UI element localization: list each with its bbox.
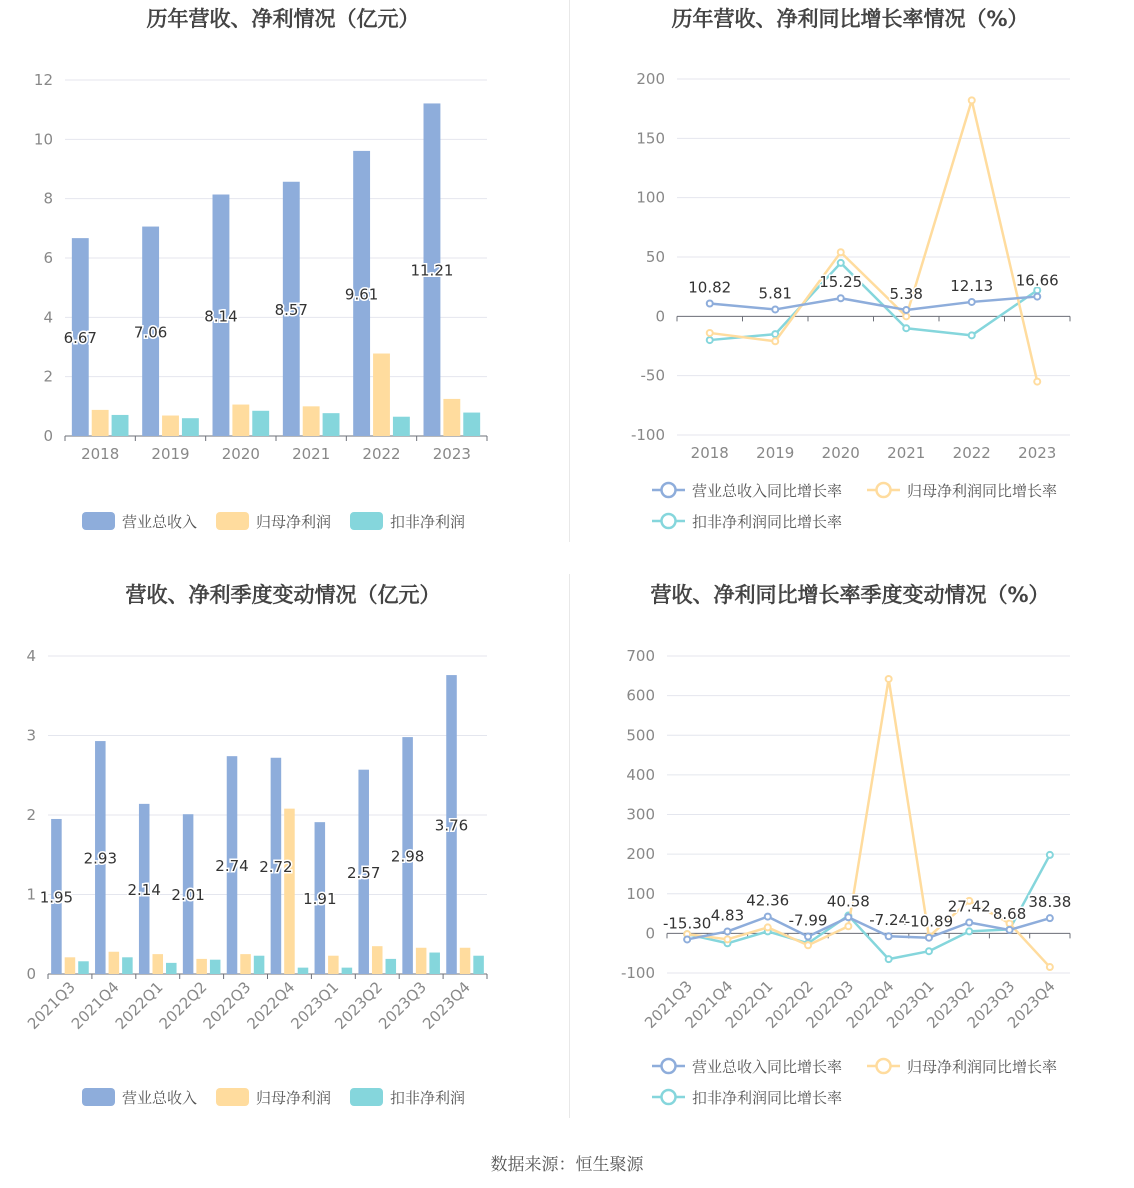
data-point [969, 332, 975, 338]
chart-svg [567, 0, 1134, 574]
bar-net-profit [152, 954, 163, 974]
data-point [845, 914, 851, 920]
legend-label: 归母净利润同比增长率 [907, 1058, 1058, 1076]
x-tick-label: 2023Q4 [419, 978, 474, 1033]
data-point [765, 914, 771, 920]
y-tick-label: 1 [26, 885, 36, 904]
y-tick-label: 400 [626, 765, 655, 784]
data-point [1047, 915, 1053, 921]
data-label: 2.57 [347, 863, 381, 882]
bar-net-profit [303, 406, 320, 436]
x-tick-label: 2023Q1 [882, 977, 938, 1032]
bar-deducted-profit [78, 961, 89, 974]
x-tick-label: 2022Q2 [762, 977, 817, 1032]
quarterly-growth-rate-chart [567, 576, 1134, 1150]
data-label: 3.76 [434, 816, 469, 835]
bar-deducted-profit [342, 968, 353, 974]
data-label: 2.14 [127, 880, 161, 899]
legend-swatch [216, 1088, 249, 1106]
data-label: 2.93 [83, 849, 118, 868]
x-tick-label: 2022 [952, 444, 991, 462]
x-tick-label: 2022Q4 [842, 977, 898, 1032]
chart-svg [0, 576, 567, 1150]
x-tick-label: 2021Q4 [681, 977, 737, 1032]
data-label: 12.13 [950, 276, 994, 295]
bar-net-profit [284, 809, 295, 974]
bar-net-profit [109, 952, 120, 974]
x-tick-label: 2023Q4 [1003, 977, 1059, 1032]
legend-swatch-marker [877, 483, 891, 497]
legend-swatch [82, 1088, 115, 1106]
x-tick-label: 2018 [690, 444, 729, 462]
data-point [1047, 964, 1053, 970]
legend-swatch [216, 512, 249, 530]
data-point [838, 260, 844, 266]
data-point [772, 331, 778, 337]
legend-label: 营业总收入 [122, 1089, 198, 1107]
data-point [969, 97, 975, 103]
x-tick-label: 2021 [292, 445, 331, 463]
chart-svg [567, 576, 1134, 1150]
y-tick-label: 0 [645, 924, 655, 943]
y-tick-label: 200 [636, 70, 665, 88]
chart-title: 历年营收、净利同比增长率情况（%） [671, 7, 1029, 31]
y-tick-label: 3 [26, 726, 36, 745]
bar-deducted-profit [122, 957, 133, 974]
data-point [1034, 379, 1040, 385]
data-label: 2.72 [259, 857, 293, 876]
data-point [772, 338, 778, 344]
chart-title: 营收、净利同比增长率季度变动情况（%） [650, 583, 1050, 607]
x-tick-label: 2023Q1 [287, 978, 343, 1033]
bar-net-profit [373, 354, 390, 436]
y-tick-label: 0 [655, 307, 665, 326]
quarterly-revenue-profit-chart [0, 576, 567, 1150]
data-point [1034, 294, 1040, 300]
x-tick-label: 2023 [1018, 444, 1057, 462]
y-tick-label: 2 [43, 367, 53, 386]
y-tick-label: 12 [33, 71, 53, 89]
x-tick-label: 2023Q3 [963, 977, 1019, 1032]
data-point [966, 928, 972, 934]
x-tick-label: 2022 [362, 445, 401, 463]
legend-label: 扣非净利润同比增长率 [692, 1089, 843, 1107]
data-point [926, 935, 932, 941]
bar-deducted-profit [298, 968, 309, 974]
bar-deducted-profit [473, 956, 484, 974]
data-point [886, 676, 892, 682]
data-label: 4.83 [710, 906, 745, 925]
data-point [1007, 927, 1013, 933]
legend-label: 营业总收入 [122, 513, 198, 531]
legend-swatch-marker [662, 514, 676, 528]
x-tick-label: 2021 [887, 444, 926, 462]
annual-growth-rate-chart [567, 0, 1134, 574]
y-tick-label: 700 [626, 647, 655, 665]
bar-net-profit [460, 948, 471, 974]
legend-swatch-marker [877, 1059, 891, 1073]
data-label: 6.67 [63, 329, 97, 348]
legend-swatch-marker [662, 1059, 676, 1073]
x-tick-label: 2020 [221, 445, 260, 463]
legend-swatch [82, 512, 115, 530]
data-point [903, 325, 909, 331]
data-label: 8.57 [274, 300, 308, 319]
x-tick-label: 2022Q2 [155, 978, 211, 1033]
bar-deducted-profit [210, 960, 221, 974]
x-tick-label: 2023Q3 [375, 978, 430, 1033]
data-point [684, 936, 690, 942]
x-tick-label: 2022Q4 [243, 978, 299, 1033]
data-label: -10.89 [904, 912, 954, 931]
legend-label: 归母净利润同比增长率 [907, 482, 1058, 500]
panel-divider [569, 0, 570, 542]
bar-net-profit [162, 416, 179, 436]
y-tick-label: -100 [630, 426, 665, 444]
data-label: -15.30 [662, 914, 712, 933]
legend-label: 扣非净利润 [390, 1089, 466, 1107]
data-label: 8.68 [992, 904, 1027, 923]
y-tick-label: 50 [645, 248, 665, 266]
bar-deducted-profit [252, 411, 269, 436]
data-point [886, 956, 892, 962]
legend-label: 扣非净利润 [390, 513, 466, 531]
y-tick-label: 300 [626, 805, 655, 824]
data-point [1047, 852, 1053, 858]
data-label: 16.66 [1015, 271, 1059, 290]
data-point [926, 948, 932, 954]
data-label: 42.36 [746, 891, 790, 910]
data-point [805, 942, 811, 948]
legend-swatch-marker [662, 1090, 676, 1104]
x-tick-label: 2020 [821, 444, 860, 462]
x-tick-label: 2023Q2 [331, 978, 387, 1033]
x-tick-label: 2022Q3 [802, 977, 858, 1032]
chart-title: 历年营收、净利情况（亿元） [146, 7, 420, 31]
x-tick-label: 2021Q3 [641, 977, 696, 1032]
data-label: 1.95 [39, 888, 74, 907]
data-point [765, 924, 771, 930]
data-point [805, 934, 811, 940]
y-tick-label: 4 [43, 308, 53, 327]
y-tick-label: 200 [626, 845, 655, 864]
data-point [707, 337, 713, 343]
bar-deducted-profit [166, 963, 177, 974]
bar-net-profit [196, 959, 207, 974]
bar-deducted-profit [254, 956, 265, 974]
legend-label: 营业总收入同比增长率 [692, 482, 843, 500]
data-label: 27.42 [947, 897, 991, 916]
data-source-label: 数据来源：恒生聚源 [490, 1155, 644, 1175]
data-point [845, 923, 851, 929]
y-tick-label: -100 [620, 964, 655, 982]
y-tick-label: -50 [640, 366, 665, 385]
x-tick-label: 2019 [756, 444, 795, 462]
data-label: -7.24 [869, 911, 909, 930]
data-point [707, 300, 713, 306]
legend-label: 归母净利润 [256, 513, 332, 531]
x-tick-label: 2019 [151, 445, 190, 463]
data-label: 10.82 [688, 278, 732, 297]
bar-net-profit [443, 399, 460, 436]
y-tick-label: 0 [26, 965, 36, 983]
x-tick-label: 2021Q3 [23, 978, 79, 1033]
chart-svg [0, 0, 567, 574]
series-line-net-profit [710, 100, 1038, 381]
data-label: 1.91 [303, 890, 337, 909]
y-tick-label: 10 [33, 130, 53, 149]
data-point [966, 920, 972, 926]
y-tick-label: 0 [43, 427, 53, 445]
y-tick-label: 6 [43, 249, 53, 267]
y-tick-label: 8 [43, 189, 53, 208]
data-label: 11.21 [410, 261, 454, 280]
legend-label: 营业总收入同比增长率 [692, 1058, 843, 1076]
data-label: 15.25 [819, 273, 863, 292]
y-tick-label: 100 [636, 188, 665, 207]
x-tick-label: 2021Q4 [67, 978, 123, 1033]
data-label: 5.81 [758, 284, 792, 303]
data-point [724, 928, 730, 934]
x-tick-label: 2022Q1 [721, 977, 777, 1032]
data-label: 7.06 [133, 323, 168, 342]
bar-net-profit [65, 957, 76, 974]
annual-revenue-profit-chart [0, 0, 567, 574]
data-label: 9.61 [344, 285, 379, 304]
bar-net-profit [372, 946, 383, 974]
data-label: 40.58 [826, 892, 870, 911]
bar-net-profit [92, 410, 109, 436]
data-point [903, 307, 909, 313]
bar-deducted-profit [112, 415, 129, 436]
legend-label: 扣非净利润同比增长率 [692, 513, 843, 531]
data-point [886, 933, 892, 939]
data-point [724, 936, 730, 942]
bar-deducted-profit [182, 418, 199, 436]
bar-net-profit [328, 956, 339, 974]
bar-net-profit [232, 405, 249, 436]
bar-net-profit [416, 948, 427, 974]
bar-deducted-profit [393, 417, 410, 436]
x-tick-label: 2023Q2 [923, 977, 979, 1032]
bar-deducted-profit [429, 953, 440, 974]
y-tick-label: 4 [26, 647, 36, 665]
bar-deducted-profit [386, 959, 397, 974]
bar-deducted-profit [463, 413, 480, 436]
bar-deducted-profit [323, 413, 340, 436]
data-point [903, 313, 909, 319]
legend-swatch [350, 512, 383, 530]
legend-label: 归母净利润 [256, 1089, 332, 1107]
y-tick-label: 100 [626, 884, 655, 903]
data-point [707, 330, 713, 336]
y-tick-label: 500 [626, 726, 655, 745]
data-label: 2.01 [171, 886, 205, 905]
y-tick-label: 2 [26, 806, 36, 824]
data-label: 38.38 [1028, 893, 1072, 912]
legend-swatch [350, 1088, 383, 1106]
y-tick-label: 600 [626, 686, 655, 705]
x-tick-label: 2023 [432, 445, 471, 463]
x-tick-label: 2022Q3 [199, 978, 255, 1033]
data-label: -7.99 [788, 911, 828, 930]
data-label: 2.98 [390, 847, 425, 866]
y-tick-label: 150 [636, 129, 665, 148]
x-tick-label: 2022Q1 [111, 978, 167, 1033]
legend-swatch-marker [662, 483, 676, 497]
data-point [772, 306, 778, 312]
x-tick-label: 2018 [81, 445, 120, 463]
data-label: 5.38 [889, 284, 923, 303]
panel-divider [569, 574, 570, 1118]
data-point [838, 249, 844, 255]
bar-net-profit [240, 954, 251, 974]
data-point [969, 299, 975, 305]
data-label: 8.14 [204, 307, 238, 326]
chart-title: 营收、净利季度变动情况（亿元） [125, 583, 441, 607]
data-label: 2.74 [215, 857, 249, 876]
data-point [838, 295, 844, 301]
